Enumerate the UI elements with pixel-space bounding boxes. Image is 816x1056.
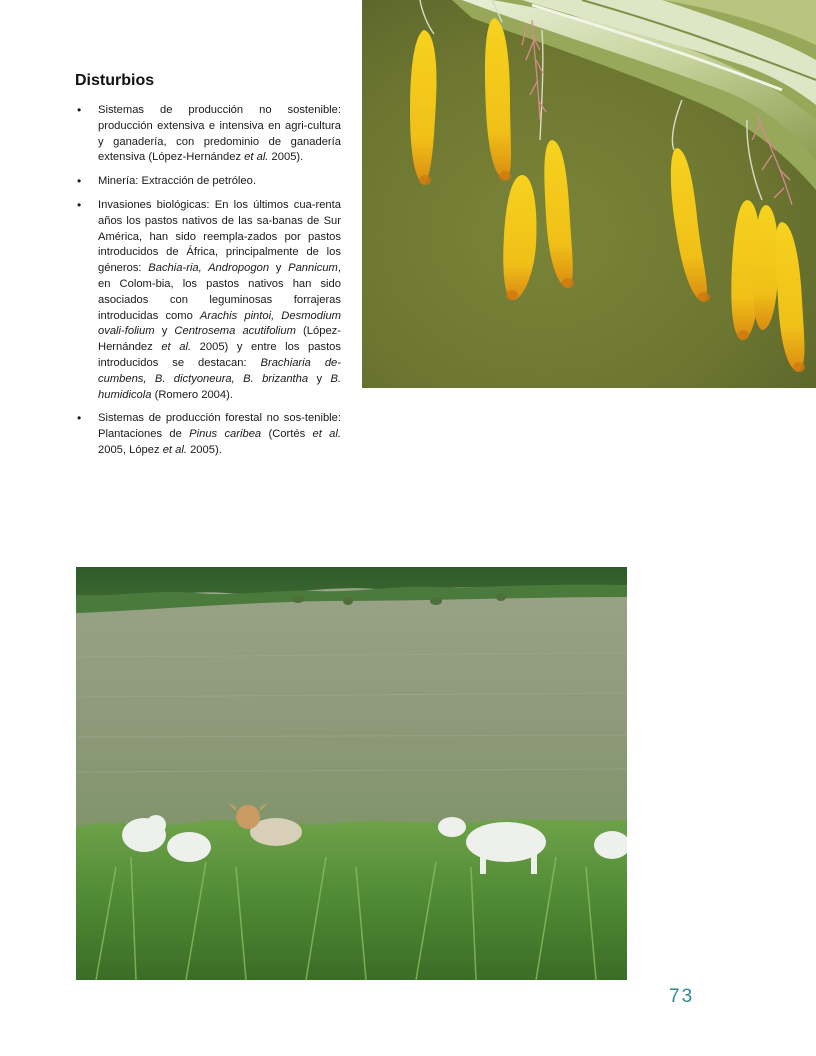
- italic-term: et al.: [161, 341, 192, 354]
- text-run: Extracción de petróleo.: [138, 175, 256, 188]
- italic-term: Bachia-ria, Andropogon: [148, 262, 270, 275]
- italic-term: Brachiaria de-cumbens, B. dictyoneura, B. brizantha: [98, 356, 341, 385]
- bullet-text: [138, 175, 256, 187]
- text-run: y: [269, 262, 289, 275]
- bullet-list: [75, 103, 341, 467]
- bullet-label: Minería:: [98, 175, 139, 188]
- text-run: 2005).: [186, 443, 222, 456]
- grass-flower-photo: [362, 0, 816, 388]
- bullet-label: Sistemas de producción forestal no sos-tenible:: [98, 412, 341, 425]
- italic-term: et al.: [312, 428, 341, 441]
- italic-term: et al.: [162, 443, 187, 456]
- text-run: 2005, López: [98, 443, 163, 456]
- text-run: 2005).: [268, 151, 304, 164]
- italic-term: Arachis pintoi, Desmodium ovali-folium: [98, 309, 341, 338]
- italic-term: B. humidicola: [98, 372, 342, 401]
- page-number: 73: [669, 986, 695, 1007]
- text-run: , en Colom-bia, los pastos nativos han sido asociados con leguminosas forrajeras introducidas como: [98, 262, 341, 322]
- section-heading: Disturbios: [75, 72, 155, 89]
- text-run: (López-Hernández: [98, 325, 341, 354]
- bullet-text: [98, 120, 341, 164]
- text-run: (Cortés: [261, 428, 313, 441]
- bullet-text: [98, 428, 341, 456]
- bullet-text: [98, 199, 341, 401]
- bullet-label: Invasiones biológicas:: [98, 198, 210, 211]
- italic-term: Centrosema acutifolium: [174, 325, 296, 338]
- italic-term: Pinus caribea: [189, 428, 262, 441]
- text-run: Plantaciones de: [98, 428, 190, 441]
- text-run: 2005) y entre los pastos introducidos se destacan:: [98, 341, 341, 369]
- text-run: y: [308, 372, 331, 385]
- text-run: producción extensiva e intensiva en agri-cultura y ganadería, con predominio de ganadería extensiva (López-Hernández: [98, 119, 341, 164]
- bullet-item: [75, 411, 341, 458]
- bullet-label: Sistemas de producción no sostenible:: [98, 104, 341, 116]
- italic-term: et al.: [244, 151, 269, 164]
- text-run: (Romero 2004).: [151, 388, 233, 401]
- bullet-item: [75, 174, 341, 190]
- bullet-item: [75, 198, 341, 403]
- bullet-item: [75, 103, 341, 166]
- text-run: En los últimos cua-renta años los pastos nativos de las sa-banas de Sur América, han sido reempla-zados por pastos introducidos de África, principalmente de los géneros:: [98, 198, 341, 275]
- savanna-cattle-photo: [76, 567, 627, 980]
- text-run: y: [154, 325, 175, 338]
- italic-term: Pannicum: [288, 262, 338, 275]
